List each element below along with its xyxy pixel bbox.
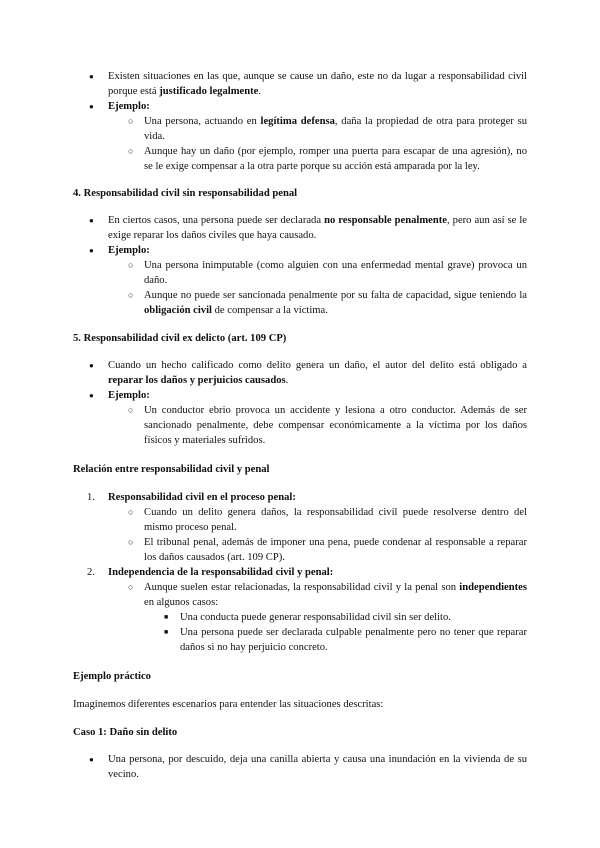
- list-item: ○ Cuando un delito genera daños, la responsabilidad civil puede resolverse dentro del mismo proceso penal.: [73, 505, 527, 535]
- list-item: ○ Aunque no puede ser sancionada penalmente por su falta de capacidad, sigue teniendo la obligación civil de compensar a la víctima.: [73, 288, 527, 318]
- item-number: 1.: [87, 492, 95, 503]
- list-item: ● Cuando un hecho calificado como delito genera un daño, el autor del delito está obligado a reparar los daños y perjuicios causados.: [73, 358, 527, 388]
- list-item: ○ Aunque suelen estar relacionadas, la responsabilidad civil y la penal son independientes en algunos casos:: [73, 580, 527, 610]
- numbered-item: 2. Independencia de la responsabilidad civil y penal:: [87, 567, 334, 578]
- list-item: ○ Aunque hay un daño (por ejemplo, romper una puerta para escapar de una agresión), no se le exige compensar a la otra parte porque su acción está amparada por la ley.: [73, 144, 527, 174]
- case-heading: Caso 1: Daño sin delito: [73, 727, 178, 738]
- list-item: ● En ciertos casos, una persona puede ser declarada no responsable penalmente, pero aun así se le exige reparar los daños civiles que haya causado.: [73, 213, 527, 243]
- list-item: ● Una persona, por descuido, deja una canilla abierta y causa una inundación en la vivienda de su vecino.: [73, 752, 527, 782]
- example-label: ● Ejemplo:: [73, 243, 527, 258]
- paragraph: Imaginemos diferentes escenarios para entender las situaciones descritas:: [73, 699, 384, 710]
- list-item: ■ Una persona puede ser declarada culpable penalmente pero no tener que reparar daños si no hay perjuicio concreto.: [73, 625, 527, 655]
- list-item: ○ Un conductor ebrio provoca un accidente y lesiona a otro conductor. Además de ser sancionado penalmente, debe compensar económicamente a la víctima por los daños físicos y materiales sufridos.: [73, 403, 527, 448]
- list-item: ■ Una conducta puede generar responsabilidad civil sin ser delito.: [73, 610, 527, 625]
- section-heading: 4. Responsabilidad civil sin responsabilidad penal: [73, 188, 298, 199]
- section-heading: 5. Responsabilidad civil ex delicto (art. 109 CP): [73, 333, 287, 344]
- list-item: ○ Una persona inimputable (como alguien con una enfermedad mental grave) provoca un daño.: [73, 258, 527, 288]
- example-label: ● Ejemplo:: [73, 388, 527, 403]
- list-item: ○ Una persona, actuando en legítima defensa, daña la propiedad de otra para proteger su vida.: [73, 114, 527, 144]
- example-label: ● Ejemplo:: [73, 99, 527, 114]
- numbered-item: 1. Responsabilidad civil en el proceso penal:: [87, 492, 296, 503]
- section-heading: Ejemplo práctico: [73, 671, 151, 682]
- list-item: ● Existen situaciones en las que, aunque se cause un daño, este no da lugar a responsabilidad civil porque está justificado legalmente.: [73, 69, 527, 99]
- item-number: 2.: [87, 567, 95, 578]
- list-item: ○ El tribunal penal, además de imponer una pena, puede condenar al responsable a reparar los daños causados (art. 109 CP).: [73, 535, 527, 565]
- section-heading: Relación entre responsabilidad civil y penal: [73, 464, 270, 475]
